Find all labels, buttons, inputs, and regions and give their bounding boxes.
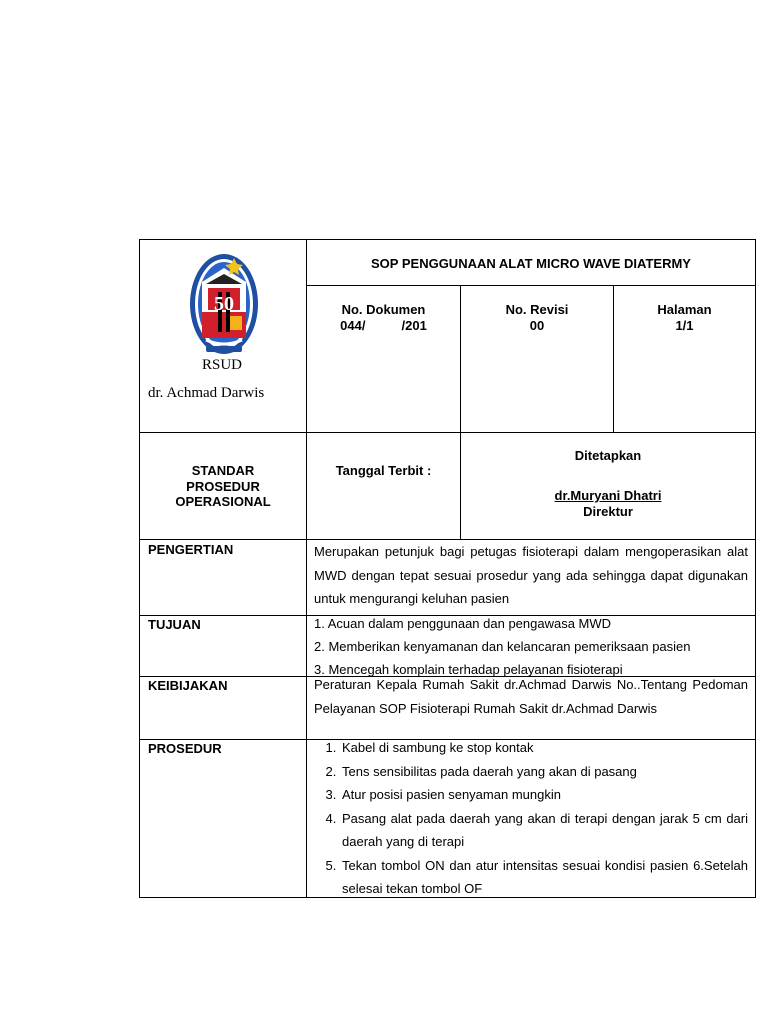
director-name: dr.Muryani Dhatri [554, 488, 662, 503]
prosedur-step-5: 5. Tekan tombol ON dan atur intensitas sesuai kondisi pasien 6.Setelah selesai tekan tombol OF [340, 854, 748, 899]
sop-type-line-3: OPERASIONAL [175, 494, 271, 509]
kebijakan-label-cell [139, 676, 307, 740]
kebijakan-text: Peraturan Kepala Rumah Sakit dr.Achmad Darwis No..Tentang Pedoman Pelayanan SOP Fisioterapi Rumah Sakit dr.Achmad Darwis [314, 677, 748, 716]
tujuan-item-2: 2. Memberikan kenyamanan dan kelancaran pemeriksaan pasien [314, 639, 691, 654]
approved-label: Ditetapkan [574, 448, 642, 463]
page-value: 1/1 [675, 318, 694, 333]
document-title [306, 239, 756, 286]
page-cell [613, 285, 756, 433]
sop-type-line-1: STANDAR [191, 463, 255, 478]
tujuan-list-cell [306, 615, 756, 677]
revision-cell [460, 285, 614, 433]
doc-number-label: No. Dokumen [341, 302, 426, 317]
kebijakan-text-cell [306, 676, 756, 740]
issue-date-cell [306, 432, 461, 540]
doc-number-value: 044/ /201 [340, 318, 427, 333]
prosedur-step-4: 4. Pasang alat pada daerah yang akan di terapi dengan jarak 5 cm dari daerah yang di terapi [340, 807, 748, 854]
prosedur-list [314, 739, 748, 898]
org-line-2: dr. Achmad Darwis [148, 385, 265, 401]
prosedur-label-cell [139, 739, 307, 898]
tujuan-label: TUJUAN [148, 617, 201, 632]
prosedur-step-2: 2. Tens sensibilitas pada daerah yang akan di pasang [340, 760, 748, 784]
org-line-1: RSUD [202, 357, 243, 373]
doc-number-cell [306, 285, 461, 433]
tujuan-item-1: 1. Acuan dalam penggunaan dan pengawasa MWD [314, 616, 612, 631]
pengertian-label: PENGERTIAN [148, 542, 234, 557]
kebijakan-label: KEIBIJAKAN [148, 678, 228, 693]
pengertian-text: Merupakan petunjuk bagi petugas fisioterapi dalam mengoperasikan alat MWD dengan tepat sesuai prosedur yang ada sehingga dapat digunakan untuk mengurangi keluhan pasien [314, 544, 748, 606]
document-title-text: SOP PENGGUNAAN ALAT MICRO WAVE DIATERMY [371, 256, 691, 271]
sop-document [139, 239, 756, 898]
revision-value: 00 [529, 318, 545, 333]
tujuan-label-cell [139, 615, 307, 677]
director-title: Direktur [583, 504, 633, 519]
org-cell [139, 239, 307, 433]
prosedur-label: PROSEDUR [148, 741, 222, 756]
issue-date-label: Tanggal Terbit : [335, 463, 432, 478]
emblem-number: 50 [214, 293, 234, 315]
tujuan-item-3: 3. Mencegah komplain terhadap pelayanan fisioterapi [314, 662, 623, 677]
sop-type-line-2: PROSEDUR [186, 478, 260, 494]
prosedur-step-1: 1. Kabel di sambung ke stop kontak [340, 739, 748, 760]
prosedur-step-3: 3. Atur posisi pasien senyaman mungkin [340, 783, 748, 807]
hospital-emblem-icon [188, 252, 260, 356]
pengertian-text-cell [306, 539, 756, 616]
sop-type-cell [139, 432, 307, 540]
page-label: Halaman [657, 302, 712, 317]
approval-cell [460, 432, 756, 540]
pengertian-label-cell [139, 539, 307, 616]
revision-label: No. Revisi [505, 302, 569, 317]
prosedur-list-cell [306, 739, 756, 898]
